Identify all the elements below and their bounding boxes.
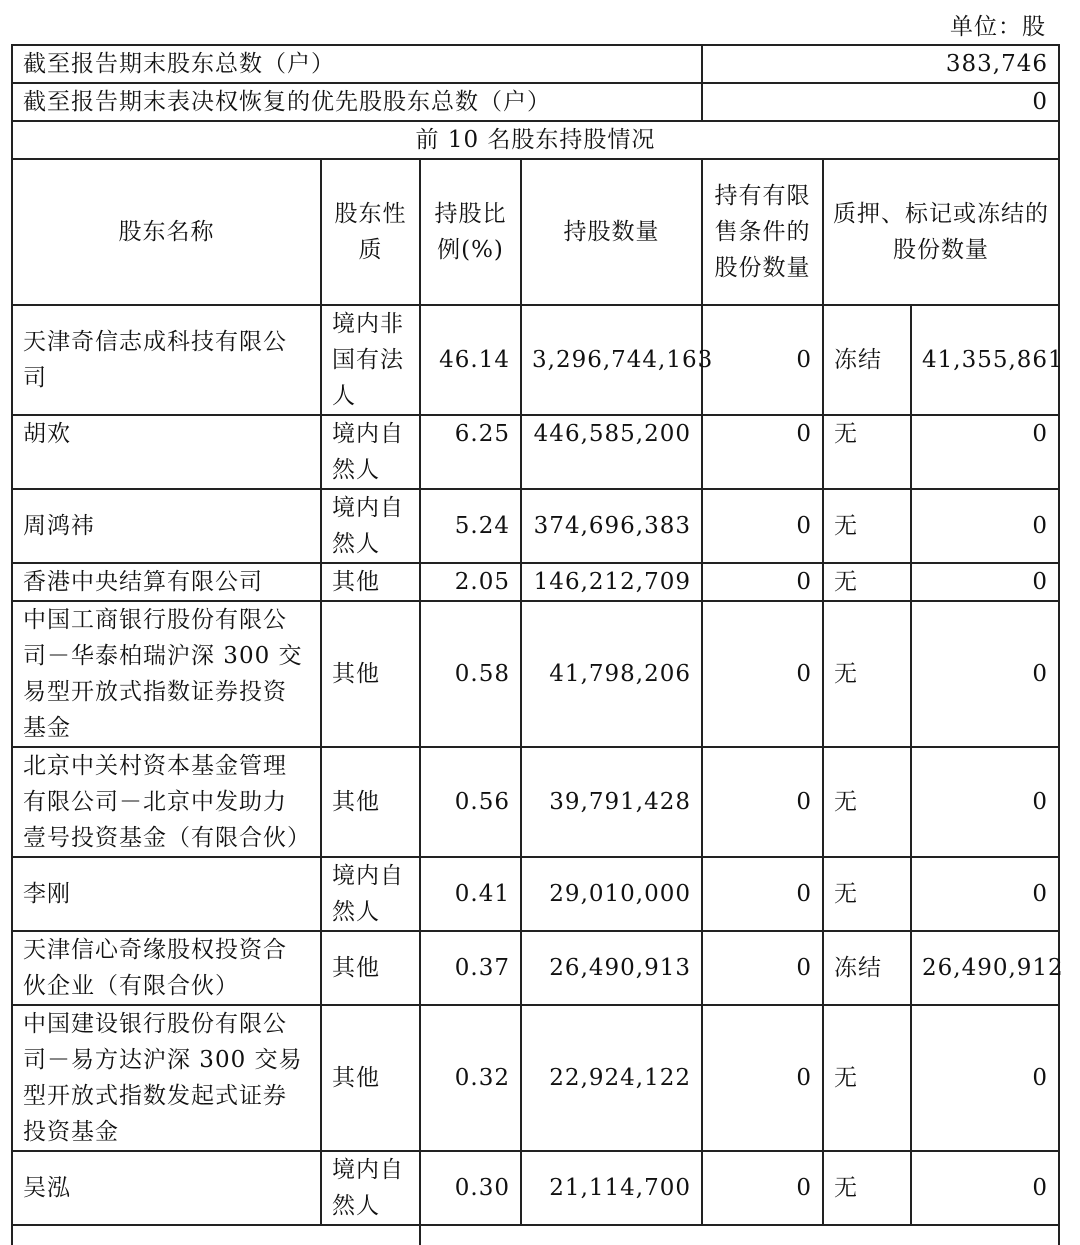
restricted-shares: 0 — [702, 747, 823, 857]
unit-label: 单位：股 — [950, 14, 1046, 40]
restricted-shares: 0 — [702, 305, 823, 415]
shareholder-nature: 其他 — [321, 747, 420, 857]
shareholder-nature: 其他 — [321, 563, 420, 601]
holding-ratio: 0.37 — [420, 931, 521, 1005]
summary-value: 383,746 — [702, 45, 1059, 83]
holding-ratio: 0.32 — [420, 1005, 521, 1151]
pledged-shares: 0 — [911, 1151, 1059, 1225]
pledge-status: 无 — [823, 601, 911, 747]
holding-shares: 41,798,206 — [521, 601, 702, 747]
table-row — [12, 931, 1059, 1005]
header-shares: 持股数量 — [521, 159, 702, 305]
shareholder-nature: 境内自然人 — [321, 415, 420, 489]
holding-ratio: 0.30 — [420, 1151, 521, 1225]
pledged-shares: 0 — [911, 489, 1059, 563]
holding-ratio: 2.05 — [420, 563, 521, 601]
holding-shares: 39,791,428 — [521, 747, 702, 857]
holding-shares: 146,212,709 — [521, 563, 702, 601]
table-row — [12, 747, 1059, 857]
pledged-shares: 41,355,861 — [911, 305, 1059, 415]
table-row — [12, 1005, 1059, 1151]
shareholder-name: 胡欢 — [12, 415, 321, 489]
pledge-status: 冻结 — [823, 931, 911, 1005]
holding-ratio: 0.41 — [420, 857, 521, 931]
restricted-shares: 0 — [702, 601, 823, 747]
holding-ratio: 6.25 — [420, 415, 521, 489]
restricted-shares: 0 — [702, 931, 823, 1005]
shareholder-name: 李刚 — [12, 857, 321, 931]
pledge-status: 冻结 — [823, 305, 911, 415]
holding-ratio: 5.24 — [420, 489, 521, 563]
pledged-shares: 0 — [911, 601, 1059, 747]
table-row — [12, 415, 1059, 489]
table-row-continuation — [12, 1225, 1059, 1245]
shareholder-table — [11, 44, 1064, 1245]
pledge-status: 无 — [823, 415, 911, 489]
table-row — [12, 489, 1059, 563]
summary-row — [12, 83, 1059, 121]
shareholder-nature: 境内自然人 — [321, 489, 420, 563]
pledged-shares: 0 — [911, 1005, 1059, 1151]
shareholder-nature: 其他 — [321, 1005, 420, 1151]
header-nature: 股东性质 — [321, 159, 420, 305]
shareholder-nature: 其他 — [321, 601, 420, 747]
holding-shares: 21,114,700 — [521, 1151, 702, 1225]
shareholder-name: 天津奇信志成科技有限公司 — [12, 305, 321, 415]
summary-row — [12, 45, 1059, 83]
pledged-shares: 0 — [911, 747, 1059, 857]
pledge-status: 无 — [823, 1151, 911, 1225]
section-title-row — [12, 121, 1059, 159]
shareholder-nature: 其他 — [321, 931, 420, 1005]
restricted-shares: 0 — [702, 563, 823, 601]
table-row — [12, 563, 1059, 601]
shareholder-name: 周鸿祎 — [12, 489, 321, 563]
shareholder-nature: 境内自然人 — [321, 857, 420, 931]
summary-value: 0 — [702, 83, 1059, 121]
header-restricted: 持有有限售条件的股份数量 — [702, 159, 823, 305]
shareholder-name: 中国建设银行股份有限公司－易方达沪深 300 交易型开放式指数发起式证券投资基金 — [12, 1005, 321, 1151]
section-title: 前 10 名股东持股情况 — [12, 121, 1059, 159]
restricted-shares: 0 — [702, 857, 823, 931]
pledge-status: 无 — [823, 563, 911, 601]
header-ratio: 持股比例(%) — [420, 159, 521, 305]
restricted-shares: 0 — [702, 1005, 823, 1151]
pledge-status: 无 — [823, 857, 911, 931]
empty-cell — [12, 1225, 420, 1245]
shareholder-name: 北京中关村资本基金管理有限公司－北京中发助力壹号投资基金（有限合伙） — [12, 747, 321, 857]
shareholder-name: 香港中央结算有限公司 — [12, 563, 321, 601]
holding-shares: 26,490,913 — [521, 931, 702, 1005]
pledged-shares: 0 — [911, 563, 1059, 601]
table-row — [12, 1151, 1059, 1225]
holding-ratio: 0.58 — [420, 601, 521, 747]
header-pledge: 质押、标记或冻结的股份数量 — [823, 159, 1059, 305]
holding-shares: 446,585,200 — [521, 415, 702, 489]
shareholder-name: 中国工商银行股份有限公司－华泰柏瑞沪深 300 交易型开放式指数证券投资基金 — [12, 601, 321, 747]
table-row — [12, 601, 1059, 747]
holding-shares: 374,696,383 — [521, 489, 702, 563]
restricted-shares: 0 — [702, 415, 823, 489]
table-row — [12, 857, 1059, 931]
table-row — [12, 305, 1059, 415]
holding-shares: 3,296,744,163 — [521, 305, 702, 415]
shareholder-name: 吴泓 — [12, 1151, 321, 1225]
restricted-shares: 0 — [702, 489, 823, 563]
summary-label: 截至报告期末表决权恢复的优先股股东总数（户） — [12, 83, 702, 121]
header-row — [12, 159, 1059, 305]
pledged-shares: 0 — [911, 857, 1059, 931]
empty-cell — [420, 1225, 1059, 1245]
pledge-status: 无 — [823, 489, 911, 563]
shareholder-name: 天津信心奇缘股权投资合伙企业（有限合伙） — [12, 931, 321, 1005]
holding-ratio: 0.56 — [420, 747, 521, 857]
pledge-status: 无 — [823, 1005, 911, 1151]
pledged-shares: 26,490,912 — [911, 931, 1059, 1005]
holding-ratio: 46.14 — [420, 305, 521, 415]
holding-shares: 29,010,000 — [521, 857, 702, 931]
shareholder-nature: 境内自然人 — [321, 1151, 420, 1225]
shareholder-nature: 境内非国有法人 — [321, 305, 420, 415]
pledge-status: 无 — [823, 747, 911, 857]
header-name: 股东名称 — [12, 159, 321, 305]
summary-label: 截至报告期末股东总数（户） — [12, 45, 702, 83]
restricted-shares: 0 — [702, 1151, 823, 1225]
pledged-shares: 0 — [911, 415, 1059, 489]
holding-shares: 22,924,122 — [521, 1005, 702, 1151]
